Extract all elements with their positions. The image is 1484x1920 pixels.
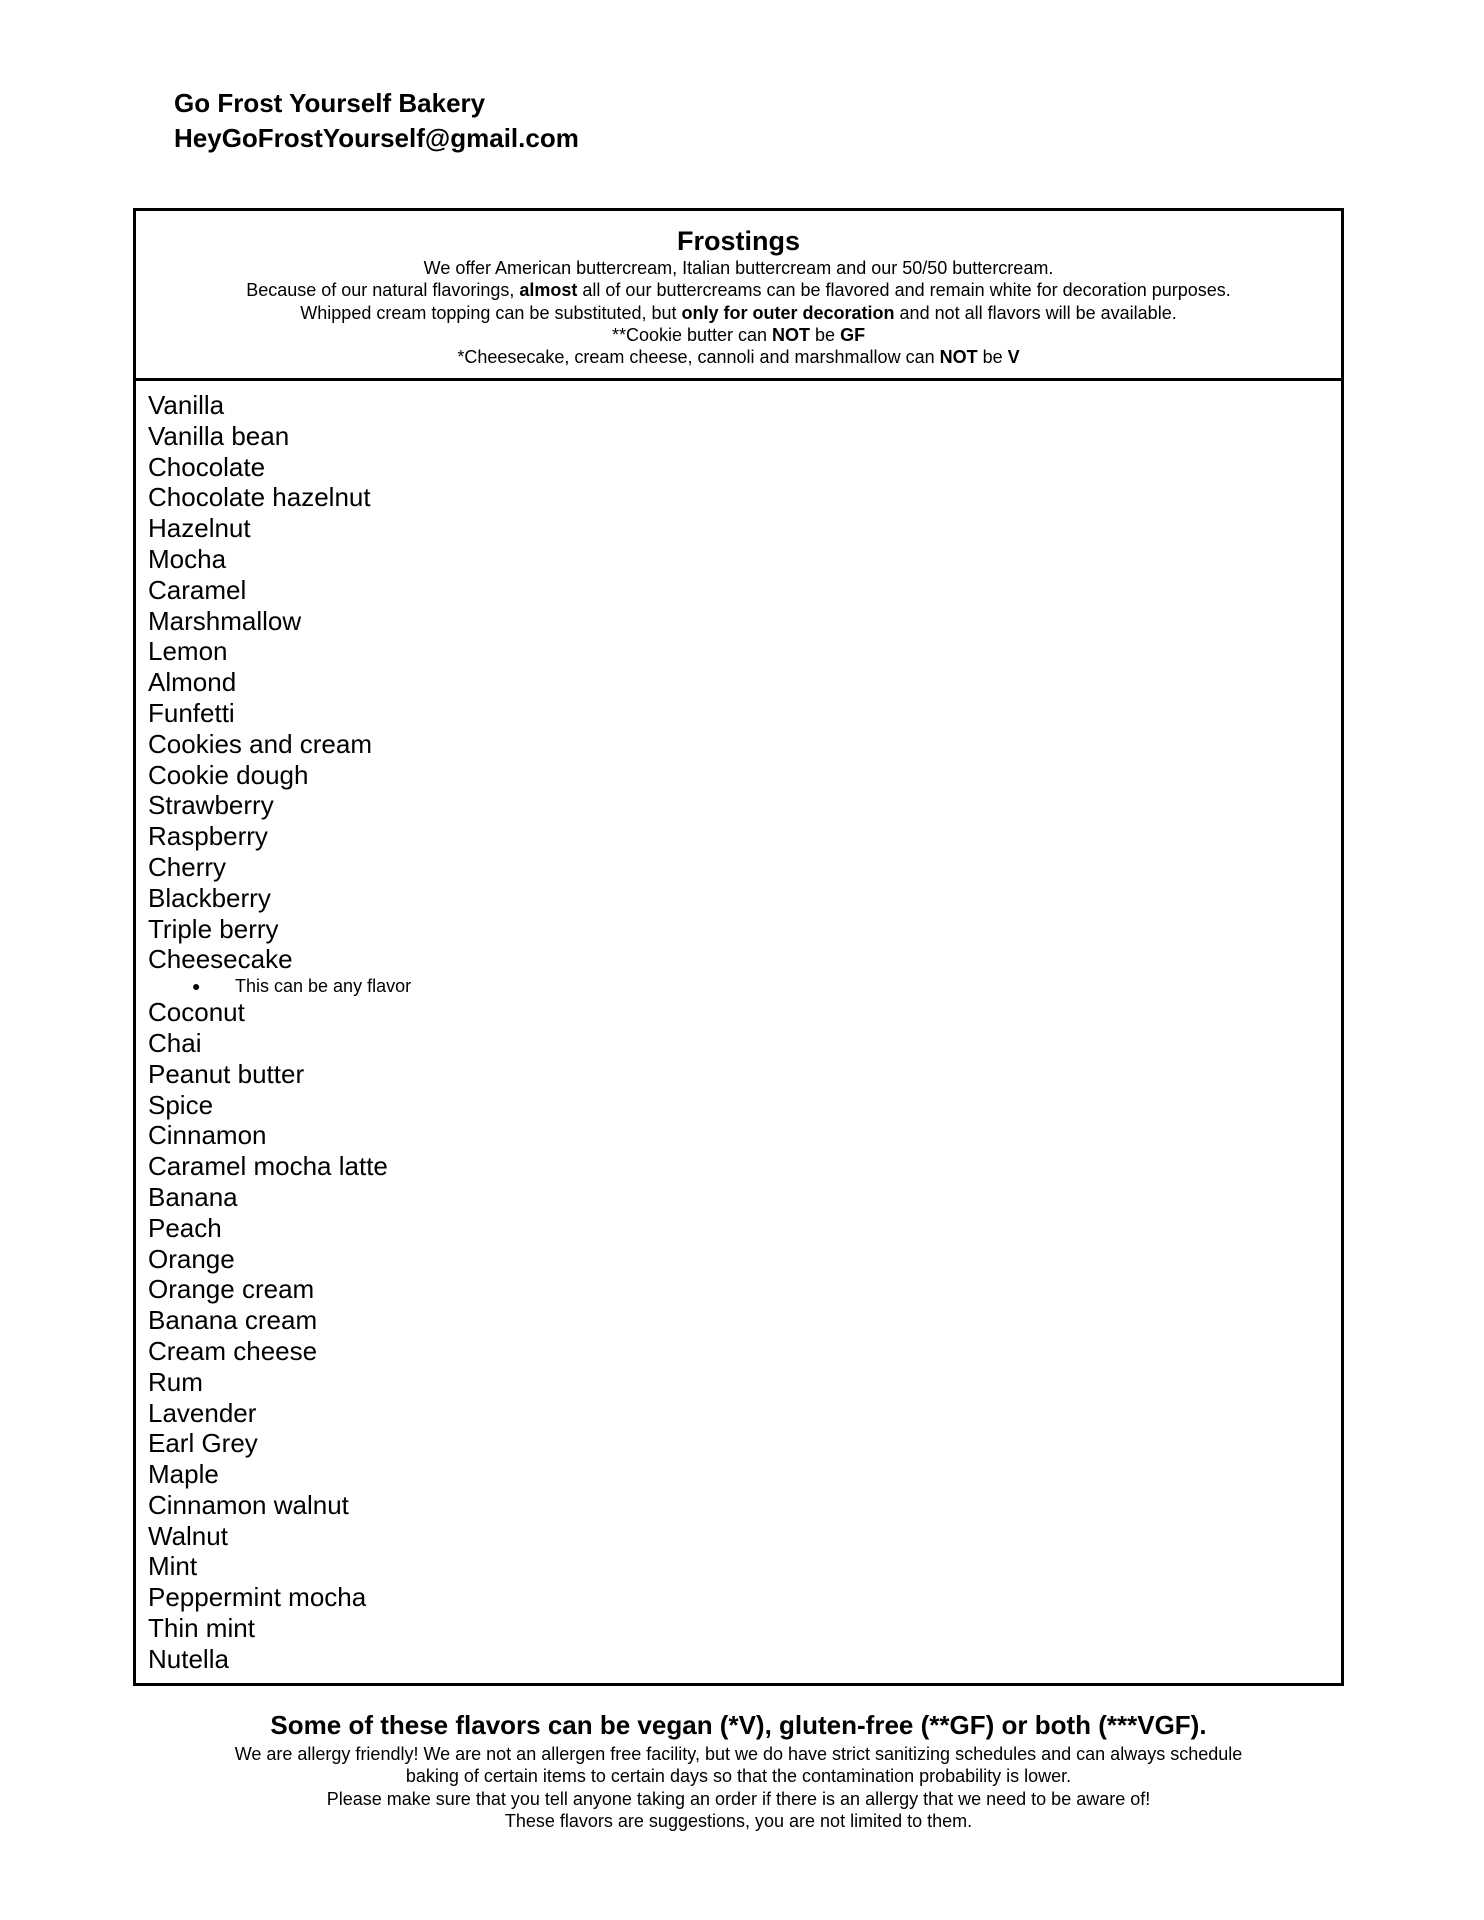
cheesecake-vegan-not: NOT (939, 347, 978, 368)
natural-flavorings-text-a: Because of our natural flavorings, (246, 280, 520, 301)
allergy-note-line: These flavors are suggestions, you are not limited to them. (504, 1810, 973, 1831)
whipped-cream-emphasis: only for outer decoration (681, 302, 895, 323)
flavor-item: Lavender (148, 1397, 257, 1428)
flavor-item: Cream cheese (148, 1335, 318, 1366)
flavor-item: Earl Grey (148, 1428, 258, 1459)
flavor-item: Marshmallow (148, 605, 302, 636)
flavor-item: Banana (148, 1181, 238, 1212)
whipped-cream-line (136, 302, 1341, 324)
flavor-item: Almond (148, 667, 237, 698)
flavor-item: Strawberry (148, 790, 274, 821)
whipped-cream-text-c: and not all flavors will be available. (894, 302, 1177, 323)
natural-flavorings-line (136, 279, 1341, 301)
cheesecake-vegan-line (136, 346, 1341, 368)
bakery-name: Go Frost Yourself Bakery (174, 88, 486, 118)
allergy-note-line: Please make sure that you tell anyone taking an order if there is an allergy that we need to be aware of! (326, 1788, 1151, 1809)
whipped-cream-text-a: Whipped cream topping can be substituted, but (300, 302, 682, 323)
flavor-item: Cheesecake (148, 944, 293, 975)
flavor-item: Caramel mocha latte (148, 1151, 388, 1182)
flavor-item: Orange (148, 1243, 235, 1274)
frostings-header (136, 211, 1341, 381)
flavor-item: Chai (148, 1027, 202, 1058)
flavor-item: Lemon (148, 636, 228, 667)
allergy-note-line: We are allergy friendly! We are not an allergen free facility, but we do have strict sanitizing schedules and can always schedule (234, 1744, 1243, 1764)
flavor-item: Blackberry (148, 882, 271, 913)
flavor-item: Peanut butter (148, 1058, 305, 1089)
cookie-butter-not: NOT (772, 324, 811, 345)
flavor-item: Maple (148, 1459, 219, 1490)
flavor-item: Nutella (148, 1643, 229, 1674)
cheesecake-vegan-v: V (1007, 347, 1020, 368)
cookie-butter-text-c: be (810, 324, 841, 345)
flavor-item: Cookies and cream (148, 728, 372, 759)
cheesecake-note-text: This can be any flavor (235, 976, 412, 997)
flavor-item: Banana cream (148, 1305, 318, 1336)
flavor-item: Cinnamon (148, 1120, 267, 1151)
flavor-item: Funfetti (148, 697, 235, 728)
flavor-item: Cinnamon walnut (148, 1489, 349, 1520)
allergy-note-line: baking of certain items to certain days so that the contamination probability is lower. (405, 1766, 1072, 1787)
flavor-item: Vanilla (148, 390, 225, 420)
flavor-item: Peach (148, 1212, 222, 1243)
cheesecake-vegan-text-c: be (977, 347, 1008, 368)
bakery-header (174, 86, 579, 156)
flavor-item: Thin mint (148, 1613, 255, 1644)
cheesecake-vegan-text-a: *Cheesecake, cream cheese, cannoli and marshmallow can (457, 347, 940, 368)
flavor-item: Hazelnut (148, 513, 251, 544)
cookie-butter-gf: GF (840, 324, 866, 345)
flavor-item: Chocolate hazelnut (148, 482, 371, 513)
flavor-item: Spice (148, 1089, 214, 1120)
natural-flavorings-text-c: all of our buttercreams can be flavored and remain white for decoration purposes. (577, 280, 1231, 301)
flavor-item: Raspberry (148, 821, 268, 852)
cookie-butter-line (136, 324, 1341, 346)
flavor-item: Cherry (148, 851, 227, 882)
flavor-item: Orange cream (148, 1274, 315, 1305)
flavor-item: Mocha (148, 543, 227, 574)
flavor-item: Walnut (148, 1520, 228, 1551)
bakery-email: HeyGoFrostYourself@gmail.com (174, 123, 579, 153)
frostings-title: Frostings (676, 226, 800, 256)
flavor-item: Caramel (148, 574, 247, 605)
dietary-options-title: Some of these flavors can be vegan (*V), gluten-free (**GF) or both (***VGF). (270, 1710, 1207, 1740)
natural-flavorings-emphasis: almost (519, 280, 578, 301)
flavor-item: Mint (148, 1551, 198, 1582)
flavor-item: Cookie dough (148, 759, 309, 790)
flavor-list (136, 381, 1341, 1675)
flavor-item: Rum (148, 1366, 203, 1397)
flavor-item: Vanilla bean (148, 420, 290, 451)
flavor-item: Chocolate (148, 451, 266, 482)
bullet-icon: ● (192, 978, 201, 995)
flavor-item: Coconut (148, 997, 245, 1028)
cheesecake-note (148, 975, 1341, 997)
allergy-footer (133, 1707, 1344, 1832)
frostings-table (133, 208, 1344, 1686)
cookie-butter-text-a: **Cookie butter can (611, 324, 773, 345)
buttercream-types-line: We offer American buttercream, Italian buttercream and our 50/50 buttercream. (423, 258, 1054, 278)
flavor-item: Peppermint mocha (148, 1582, 367, 1613)
flavor-item: Triple berry (148, 913, 279, 944)
